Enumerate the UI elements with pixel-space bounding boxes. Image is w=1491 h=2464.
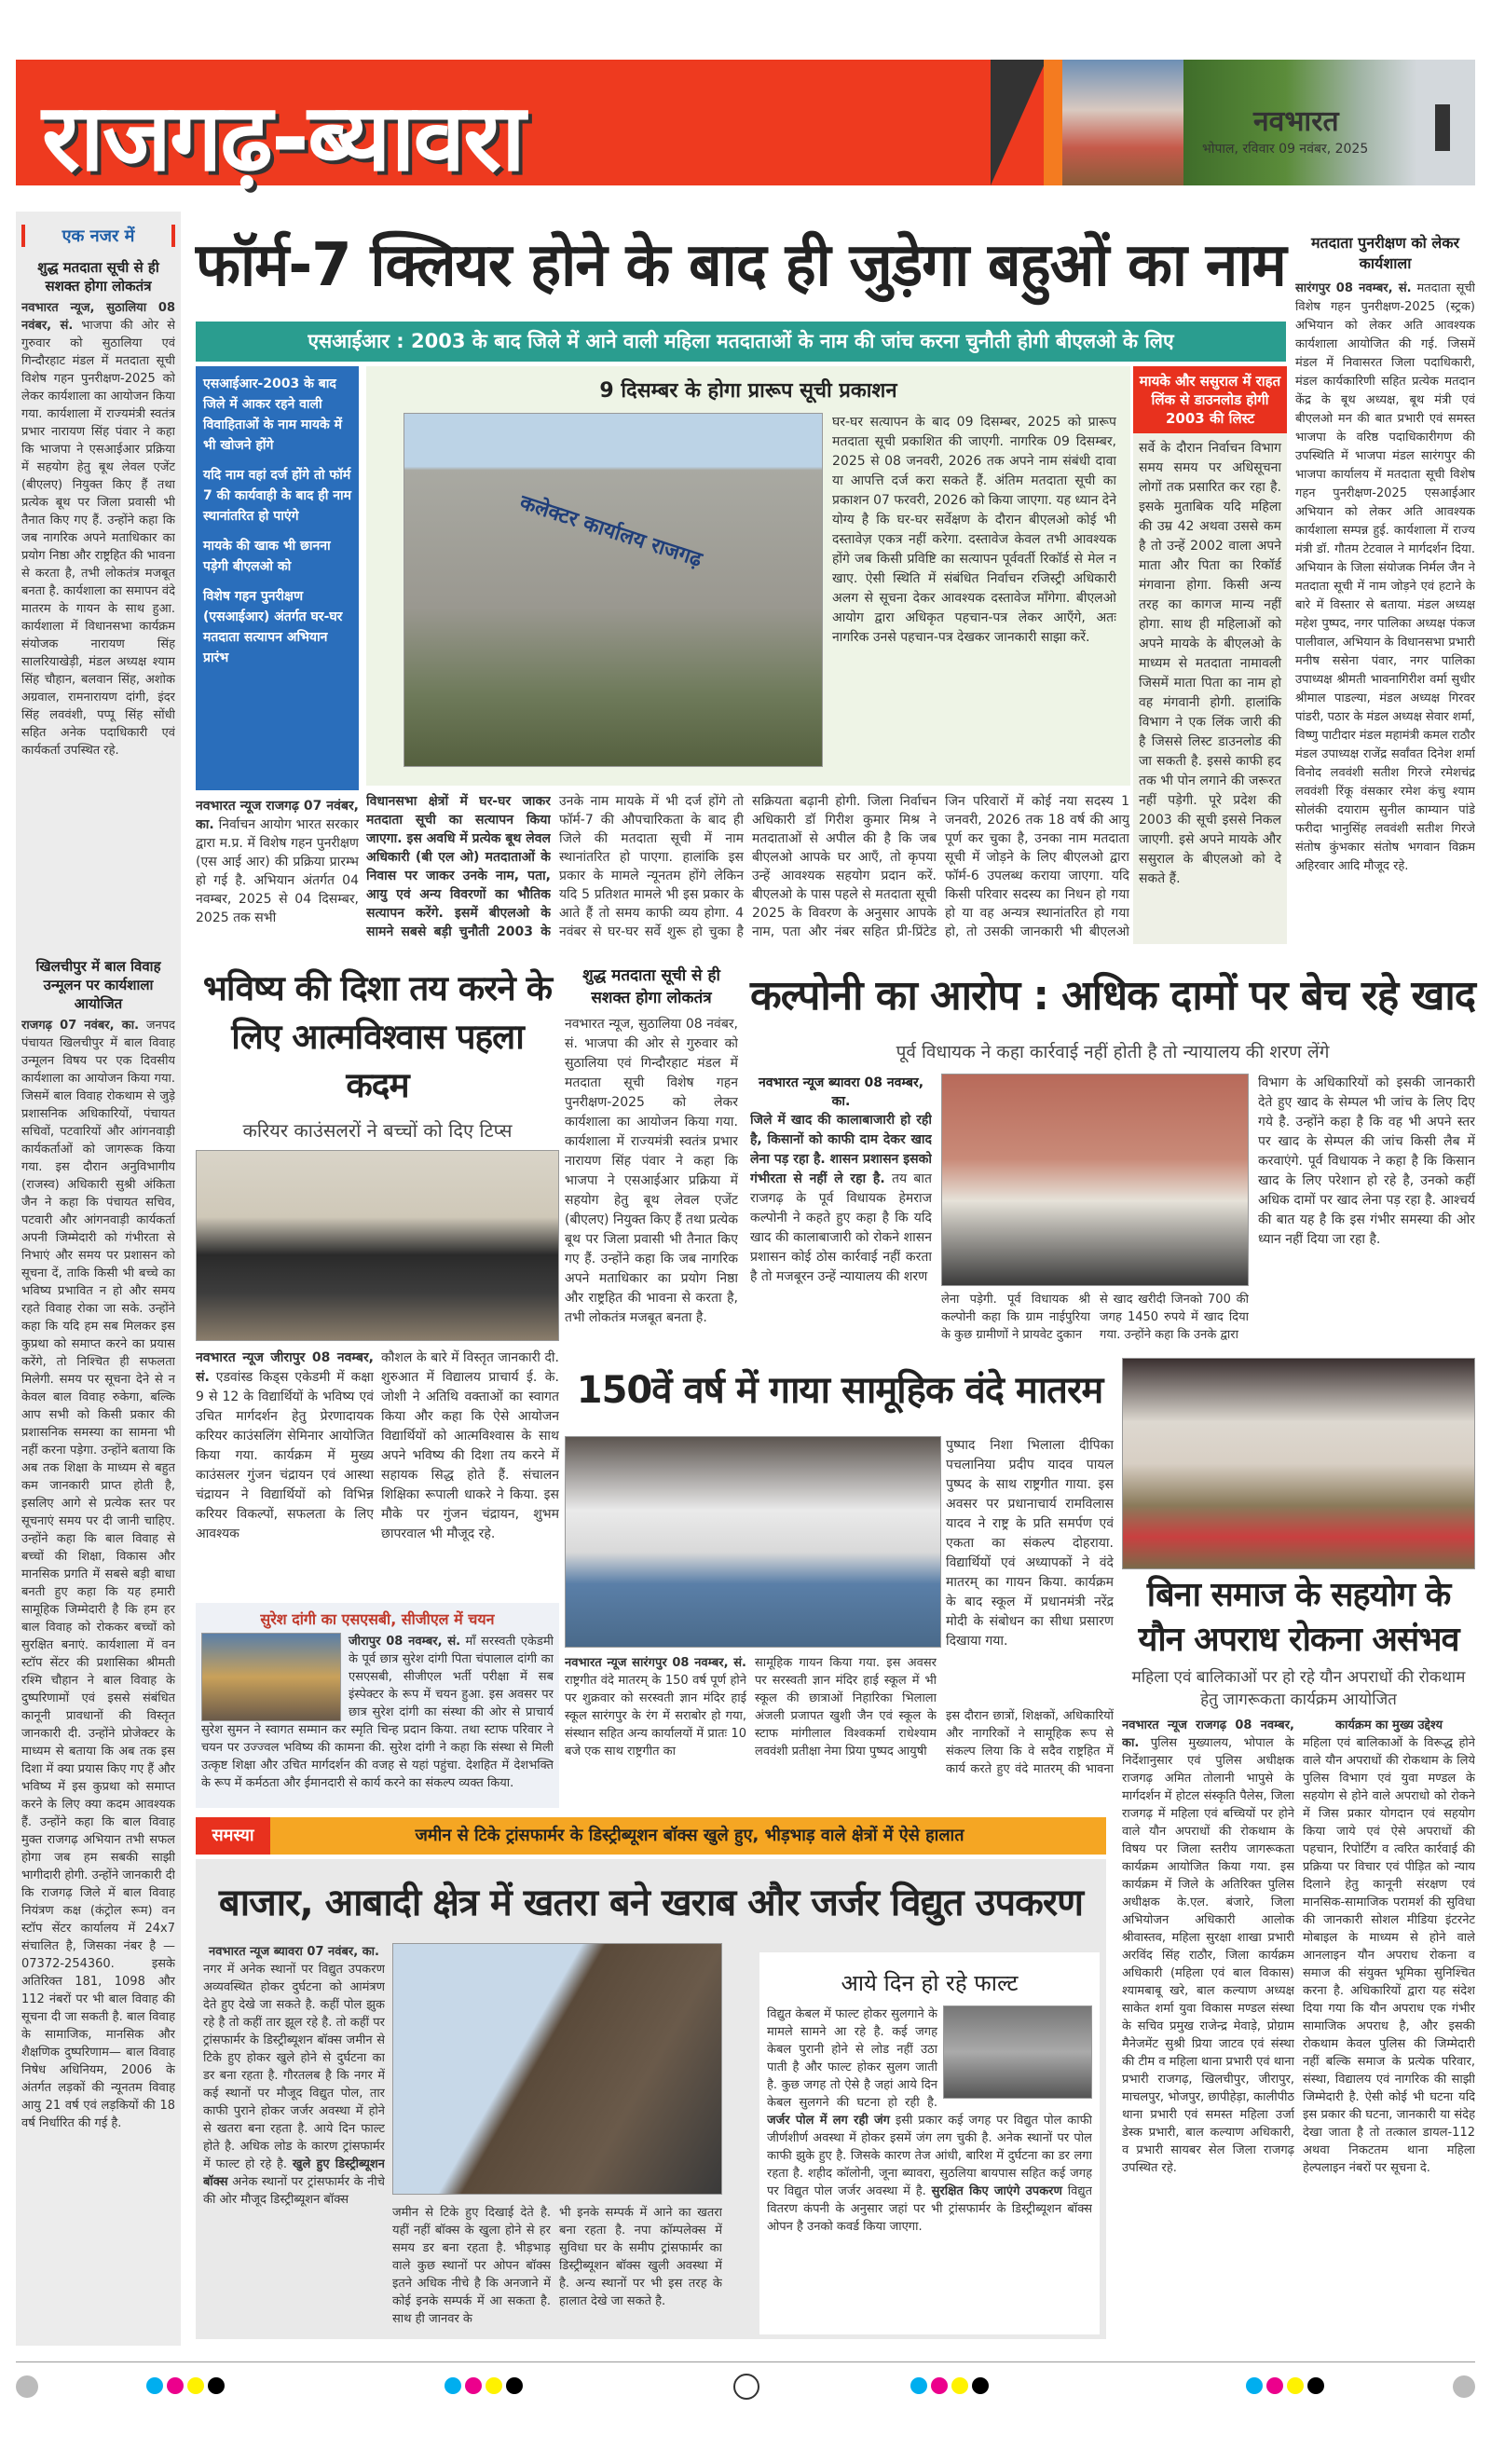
- lead-subhead: एसआईआर : 2003 के बाद जिले में आने वाली महिला मतदाताओं के नाम की जांच करना चुनौती होगी बीएलओ के लिए: [308, 330, 1174, 352]
- highlights-box: [196, 366, 359, 790]
- vande-col3: इस दौरान छात्रों, शिक्षकों, अधिकारियों और नागरिकों ने सामूहिक रूप से संकल्प लिया कि वे सदैव राष्ट्रहित में कार्य करते हुए वंदे मातरम् की भावना: [946, 1709, 1114, 1776]
- fertilizer-photo-caption: लेना पड़ेगी. पूर्व विधायक श्री कल्पोनी कहा कि ग्राम नाईपुरिया के कुछ ग्रामीणों ने प्रायवेट दुकान: [941, 1293, 1090, 1342]
- dangi-photo: [201, 1633, 341, 1721]
- photo-box-title: 9 दिसम्बर के होगा प्रारूप सूची प्रकाशन: [599, 379, 897, 403]
- masthead-photo-temple: [1062, 60, 1183, 185]
- vande-text: राष्ट्रगीत वंदे मातरम् के 150 वर्ष पूर्ण होने पर शुक्रवार को सरस्वती ज्ञान मंदिर हाई स्कूल सारंगपुर के रंग में सराबोर हो गया, संस्थान सहित अन्य कार्यालयों में प्रातः 10 बजे एक साथ राष्ट्रगीत का: [565, 1674, 746, 1759]
- electric-sub: खुले हुए डिस्ट्रीब्यूशन बॉक्स: [203, 2157, 385, 2189]
- right-column-body: [1295, 280, 1475, 941]
- fault-text-2: इसी प्रकार कई जगह पर विद्युत पोल काफी जीर्णशीर्ण अवस्था में होकर इसमें जंग लग चुकी है. अनेक स्थानों पर पोल काफी झुके हुए है. जिसके कारण तेज आंधी, बारिश में दुर्घटना का डर लगा रहता है. शहीद कॉलोनी, जूना ब्यावरा, सुठलिया बायपास सहित कई जगह पर विद्युत पोल जर्जर अवस्था में है.: [767, 2114, 1092, 2198]
- right-column-dateline: सारंगपुर 08 नवम्बर, सं.: [1295, 281, 1412, 295]
- crime-col2-title: कार्यक्रम का मुख्य उद्देश्य: [1335, 1718, 1443, 1732]
- electric-headline: बाजार, आबादी क्षेत्र में खतरा बने खराब और जर्जर विद्युत उपकरण: [218, 1882, 1084, 1924]
- dangi-headline: सुरेश दांगी का एसएसबी, सीजीएल में चयन: [260, 1610, 495, 1628]
- fault-photo: [943, 2005, 1092, 2099]
- brand-block: [1435, 104, 1450, 151]
- vande-col1: [565, 1654, 746, 1778]
- career-col2: कौशल के बारे में विस्तृत जानकारी दी. शुरुआत में विद्यालय प्राचार्य ई. के. जोशी ने अतिथि वक्ताओं का स्वागत किया और कहा कि ऐसे आयोजन विद्यार्थियों को आत्मविश्वास के साथ अपने भविष्य की दिशा तय करने में सहायक सिद्ध होते हैं. संचालन शिक्षिका रूपाली धाकरे ने किया. इस मौके पर गुंजन चंद्रायन, शुभम छापरवाल भी मौजूद रहे.: [381, 1350, 559, 1541]
- right-column-title: मतदाता पुनरीक्षण को लेकर कार्यशाला: [1310, 234, 1460, 272]
- career-subhead: करियर काउंसलरों ने बच्चों को दिए टिप्स: [242, 1119, 513, 1142]
- highlight-item: एसआईआर-2003 के बाद जिले में आकर रहने वाली विवाहिताओं के नाम मायके में भी खोजने होंगे: [203, 376, 343, 453]
- vande-headline: 150वें वर्ष में गाया सामूहिक वंदे मातरम: [576, 1369, 1103, 1412]
- lead-column: जिन परिवारों में कोई नया सदस्य 1 जनवरी, 2026 तक 18 वर्ष की आयु पूर्ण कर चुका है, उनका नाम मतदाता सूची में जोड़ने के लिए बीएलओ द्वारा फॉर्म-6 उपलब्ध कराया जाएगा. यदि किसी परिवार सदस्य का निधन हो गया हो या वह अन्यत्र स्थानांतरित हो गया हो, तो उसकी जानकारी भी बीएलओ: [945, 794, 1129, 939]
- career-text: एडवांस्ड किड्स एकेडमी में कक्षा 9 से 12 के विद्यार्थियों के भविष्य एवं उचित मार्गदर्शन हेतु प्रेरणादायक करियर काउंसलिंग सेमिनार आयोजित किया गया. कार्यक्रम में मुख्य काउंसलर गुंजन चंद्रायन एवं आस्था चंद्रायन ने विद्यार्थियों को विभिन्न करियर विकल्पों, सफलता के लिए आवश्यक: [196, 1370, 374, 1541]
- red-box-text: सर्वे के दौरान निर्वाचन विभाग समय समय पर अधिसूचना लोगों तक प्रसारित कर रहा है. इसके मुताबिक यदि महिला की उम्र 42 अथवा उससे कम है तो उन्हें 2002 वाला अपने माता और पिता का रिकॉर्ड मंगवाना होगा. किसी अन्य तरह का कागज मान्य नहीं होगा. साथ ही महिलाओं को अपने मायके के बीएलओ के माध्यम से मतदाता नामावली जिसमें माता पिता का नाम हो वह मंगवानी होगी. हालांकि विभाग ने एक लिंक जारी की है जिससे लिस्ट डाउनलोड की जा सकती है. इससे काफी हद तक भी पोन लगाने की जरूरत नहीं पड़ेगी. पूरे प्रदेश की 2003 की सूची इससे निकल जाएगी. इसे अपने मायके और ससुराल के बीएलओ को दे सकते हैं.: [1139, 441, 1281, 886]
- fertilizer-dateline: नवभारत न्यूज ब्यावरा 08 नवम्बर, का.: [758, 1075, 924, 1109]
- photo-signage: कलेक्टर कार्यालय राजगढ़: [516, 491, 705, 572]
- left-story-body: भाजपा की ओर से गुरुवार को सुठालिया एवं गिन्दौरहाट मंडल में मतदाता सूची विशेष गहन पुनरीक्षण-2025 को लेकर कार्यशाला का आयोजन किया गया. कार्यशाला में राज्यमंत्री स्वतंत्र प्रभार नारायण सिंह पंवार ने कहा कि भाजपा ने एसआईआर प्रक्रिया में सहयोग हेतु बूथ लेवल एजेंट (बीएलए) नियुक्त किए हैं तथा प्रत्येक बूथ पर जिला प्रवासी भी तैनात किए गए हैं. उन्होंने कहा कि जब नागरिक अपने मताधिकार का प्रयोग निष्ठा और राष्ट्रहित की भावना से करता है, तभी लोकतंत्र मजबूत बनता है. कार्यशाला का समापन वंदे मातरम के गायन के साथ हुआ. कार्यशाला में विधानसभा कार्यक्रम संयोजक नारायण सिंह सालरियाखेड़ी, मंडल अध्यक्ष श्याम सिंह चौहान, बलवान सिंह, अशोक अग्रवाल, रामनारायण दांगी, इंदर सिंह लववंशी, पप्पू सिंह सोंधी सहित अनेक पदाधिकारी एवं कार्यकर्ता उपस्थित रहे.: [21, 319, 175, 758]
- right-column-text: मतदाता सूची विशेष गहन पुनरीक्षण-2025 (स्ट्रक) अभियान को लेकर अति आवश्यक कार्यशाला आयोजित की गई. जिसमें मंडल में निवासरत जिला पदाधिकारी, मंडल कार्यकारिणी सहित प्रत्येक मतदान केंद्र के बूथ अध्यक्ष, बूथ मंत्री एवं बीएलओ मन की बात प्रभारी एवं समस्त भाजपा के वरिष्ठ पदाधिकारीगण की उपस्थिति में भाजपा मंडल सारंगपुर की भाजपा कार्यालय में मतदाता सूची विशेष गहन पुनरीक्षण-2025 एसआईआर अभियान को लेकर अति आवश्यक कार्यशाला सम्पन्न हुई. कार्यशाला में राज्य मंत्री डॉ. गौतम टेटवाल ने मार्गदर्शन दिया. अभियान के जिला संयोजक निर्मल जैन ने मतदाता सूची में नाम जोड़ने एवं हटाने के बारे में विस्तार से बताया. मंडल अध्यक्ष महेश पुष्पद, नगर पालिका अध्यक्ष पंकज पालीवाल, अभियान के विधानसभा प्रभारी मनीष ससेना पंवार, नगर पालिका उपाध्यक्ष श्रीमती भावनागिरीश वर्मा सुधीर श्रीमाल पाडल्या, मंडल अध्यक्ष गिरवर पांडरी, पठार के मंडल अध्यक्ष सेवार शर्मा, विष्णु पाटीदार मंडल महामंत्री कमल राठौर मंडल उपाध्यक्ष राजेंद्र सर्वांवत दिनेश शर्मा विनोद लववंशी सतीश गिरजे रमेशचंद्र लववंशी रिंकू वंसकार रमेश कंचु श्याम सोलंकी दयाराम सुनील काम्यान पांडे फरीदा भानुसिंह लववंशी सतीश गिरजे संतोष कुंभकार संतोष भगवान विक्रम अहिरवार आदि मौजूद रहे.: [1295, 281, 1475, 873]
- crime-photo: [1122, 1358, 1475, 1569]
- right-column: [1295, 233, 1475, 941]
- lead-dateline: नवभारत न्यूज राजगढ़ 07 नवंबर, का.: [196, 799, 359, 832]
- fertilizer-headline: कल्पोनी का आरोप : अधिक दामों पर बेच रहे खाद: [750, 972, 1476, 1020]
- samasya-kicker: जमीन से टिके ट्रांसफार्मर के डिस्ट्रीब्यूशन बॉक्स खुले हुए, भीड़भाड़ वाले क्षेत्रों में ऐसे हालात: [415, 1826, 964, 1845]
- career-photo: [196, 1150, 559, 1341]
- highlight-item: विशेष गहन पुनरीक्षण (एसआईआर) अंतर्गत घर-घर मतदाता सत्यापन अभियान प्रारंभ: [203, 589, 343, 665]
- masthead-orange-wedge: [1044, 60, 1062, 185]
- lead-subhead-bar: [196, 322, 1286, 362]
- vande-side: पुष्पाद निशा भिलाला दीपिका पचलानिया प्रदीप यादव पायल पुष्पद के साथ राष्ट्रगीत गाया. इस अवसर पर प्रधानाचार्य रामविलास यादव ने राष्ट्र के प्रति समर्पण एवं एकता का संकल्प दोहराया. विद्यार्थियों एवं अध्यापकों ने वंदे मातरम् का गायन किया. कार्यक्रम के बाद स्कूल में प्रधानमंत्री नरेंद्र मोदी के संबोधन का सीधा प्रसारण दिखाया गया.: [946, 1438, 1114, 1649]
- left-story2-title: खिलचीपुर में बाल विवाह उन्मूलन पर कार्यशाला आयोजित: [35, 958, 161, 1012]
- lead-column: विधानसभा क्षेत्रों में घर-घर जाकर मतदाता सूची का सत्यापन किया जाएगा. इस अवधि में प्रत्येक बूथ लेवल अधिकारी (बी एल ओ) मतदाताओं के निवास पर जाकर उनके नाम, पता, आयु एवं अन्य विवरणों का भौतिक सत्यापन करेंगे. इसमें बीएलओ के सामने सबसे बड़ी चुनौती 2003 के: [366, 794, 551, 939]
- electric-col1: [203, 1943, 385, 2334]
- crime-dateline: नवभारत न्यूज राजगढ़ 08 नवम्बर, का.: [1122, 1718, 1294, 1750]
- career-dateline: नवभारत न्यूज जीरापुर 08 नवम्बर, सं.: [196, 1350, 374, 1385]
- crime-col2-text: महिला एवं बालिकाओं के विरूद्ध होने वाले यौन अपराधों की रोकथाम के लिये पुलिस विभाग एवं युवा मण्डल के सहयोग से होने वाले अपराधो को रोकने में जिस प्रकार योगदान एवं सहयोग किया जाये एवं ऐसे अपराधों की पहचान, रिपोर्टिंग व त्वरित कार्रवाई की प्रक्रिया पर विचार एवं पीड़ित को न्याय दिलाने हेतु कानूनी संरक्षण एवं मानसिक-सामाजिक परामर्श की सुविधा की जानकारी सोशल मीडिया इंटरनेट मोबाइल के माध्यम से होने वाले आनलाइन यौन अपराध रोकना व समाज की संयुक्त भूमिका सुनिश्चित करना है. अधिकारियों द्वारा यह संदेश दिया गया कि यौन अपराध एक गंभीर सामाजिक अपराध है, और इसकी रोकथाम केवल पुलिस की जिम्मेदारी नहीं बल्कि समाज के प्रत्येक परिवार, संस्था, विद्यालय एवं नागरिक की साझी जिम्मेदारी है. ऐसी कोई भी घटना यदि इस प्रकार की घटना, जानकारी या संदेह देखा जाता है तो तत्काल डायल-112 अथवा निकटतम थाना महिला हेल्पलाइन नंबरों पर सूचना दे.: [1303, 1736, 1475, 2175]
- highlight-item: यदि नाम वहां दर्ज होंगे तो फॉर्म 7 की कार्यवाही के बाद ही नाम स्थानांतरित हो पाएंगे: [203, 468, 351, 524]
- electric-text: नगर में अनेक स्थानों पर विद्युत उपकरण अव्यवस्थित होकर दुर्घटना को आमंत्रण देते हुए देखे जा सकते है. कहीं पोल झुक रहे है तो कहीं तार झूल रहे है. तो कहीं पर ट्रांसफार्मर के डिस्ट्रीब्यूशन बॉक्स जमीन से टिके हुए होकर खुले होने से दुर्घटना का डर बना रहता है. गौरतलब है कि नगर में कई स्थानों पर मौजूद विद्युत पोल, तार काफी पुराने होकर जर्जर अवस्था में होने से खतरा बना रहता है. आये दिन फाल्ट होते है. अधिक लोड के कारण ट्रांसफार्मर में फाल्ट हो रहे है.: [203, 1963, 385, 2171]
- photo-box-text: घर-घर सत्यापन के बाद 09 दिसम्बर, 2025 को प्रारूप मतदाता सूची प्रकाशित की जाएगी. नागरिक 09 दिसम्बर, 2025 से 08 जनवरी, 2026 तक अपने नाम संबंधी दावा या आपत्ति दर्ज करा सकते हैं. अंतिम मतदाता सूची का प्रकाशन 07 फरवरी, 2026 को किया जाएगा. यह ध्यान देने योग्य है कि घर-घर सर्वेक्षण के दौरान बीएलओ कोई भी दस्तावेज़ एकत्र नहीं करेगा. दस्तावेज केवल तभी आवश्यक होंगे जब किसी प्रविष्टि का सत्यापन पूर्ववर्ती रिकॉर्ड से मेल न खाए. ऐसी स्थिति में संबंधित निर्वाचन रजिस्ट्री अधिकारी अलग से सूचना देकर आवश्यक दस्तावेज माँगेगा. बीएलओ आयोग द्वारा अधिकृत पहचान-पत्र लेकर आएँगे, अतः नागरिक उनसे पहचान-पत्र देखकर जानकारी साझा करें.: [832, 415, 1116, 645]
- crime-text: पुलिस मुख्यालय, भोपाल के निर्देशानुसार एवं पुलिस अधीक्षक राजगढ़ अमित तोलानी भापुसे के मार्गदर्शन में होटल संस्कृति पैलेस, जिला राजगढ़ में महिला एवं बच्चियों पर होने वाले यौन अपराधों की रोकथाम के विषय पर जिला स्तरीय जागरूकता कार्यक्रम आयोजित किया गया. इस कार्यक्रम में जिले के अतिरिक्त पुलिस अधीक्षक के.एल. बंजारे, जिला अभियोजन अधिकारी आलोक श्रीवास्तव, महिला सुरक्षा शाखा प्रभारी अरविंद सिंह राठौर, जिला कार्यक्रम अधिकारी (महिला एवं बाल विकास) श्यामबाबू खरे, बाल कल्याण अध्यक्ष साकेत शर्मा युवा विकास मण्डल संस्था के सचिव प्रमुख राजेन्द्र मेवाड़े, प्रोग्राम मैनेजमेंट सुश्री प्रिया जाटव एवं संस्था की टीम व महिला थाना प्रभारी एवं थाना प्रभारी राजगढ़, खिलचीपुर, जीरापुर, माचलपुर, भोजपुर, छापीहेड़ा, कालीपीठ थाना प्रभारी एवं समस्त महिला उर्जा डेस्क प्रभारी, बाल कल्याण अधिकारी, व प्रभारी सायबर सेल जिला राजगढ़ उपस्थित रहे.: [1122, 1736, 1294, 2175]
- dangi-box: [196, 1603, 559, 1808]
- red-box: [1133, 366, 1287, 944]
- collectorate-photo: [404, 413, 823, 767]
- electric-text-b: अनेक स्थानों पर ट्रांसफार्मर के नीचे की ओर मौजूद डिस्ट्रीब्यूशन बॉक्स: [203, 2175, 385, 2207]
- crime-col2: [1303, 1717, 1475, 2341]
- section-title: राजगढ़-ब्यावरा: [42, 83, 524, 192]
- highlight-item: मायके की खाक भी छानना पड़ेगी बीएलओ को: [203, 539, 331, 574]
- registration-marks: [16, 2361, 1475, 2408]
- vande-col2: सामूहिक गायन किया गया. इस अवसर पर सरस्वती ज्ञान मंदिर हाई स्कूल में भी स्कूल की छात्राओं निहारिका भिलाला अंजली प्रजापत खुशी जैन एवं स्कूल के स्टाफ मांगीलाल विश्वकर्मा राधेश्याम लववंशी प्रतीक्षा नेमा प्रिया पुष्पद आयुषी: [755, 1656, 937, 1759]
- ek-nazar-label: एक नजर में: [21, 225, 175, 247]
- mid-story-body: नवभारत न्यूज, सुठालिया 08 नवंबर, सं. भाजपा की ओर से गुरुवार को सुठालिया एवं गिन्दौरहाट मंडल में मतदाता सूची विशेष गहन पुनरीक्षण-2025 को लेकर कार्यशाला का आयोजन किया गया. कार्यशाला में राज्यमंत्री स्वतंत्र प्रभार नारायण सिंह पंवार ने कहा कि भाजपा ने एसआईआर प्रक्रिया में सहयोग हेतु बूथ लेवल एजेंट (बीएलए) नियुक्त किए हैं तथा प्रत्येक बूथ पर जिला प्रवासी भी तैनात किए गए हैं. उन्होंने कहा कि जब नागरिक अपने मताधिकार का प्रयोग निष्ठा और राष्ट्रहित की भावना से करता है, तभी लोकतंत्र मजबूत बनता है.: [565, 1017, 738, 1325]
- samasya-tag: समस्या: [196, 1817, 270, 1855]
- lead-column: सक्रियता बढ़ानी होगी. जिला निर्वाचन अधिकारी डॉ गिरीश कुमार मिश्र ने मतदाताओं से अपील की है कि जब बीएलओ आपके घर आएँ, तो कृपया उन्हें आवश्यक सहयोग प्रदान करें. बीएलओ के पास पहले से मतदाता सूची 2025 के विवरण के अनुसार आपके नाम, पता और नंबर सहित प्री-प्रिंटेड: [752, 794, 937, 939]
- fertilizer-text: तय बात राजगढ़ के पूर्व विधायक हेमराज कल्पोनी ने कहते हुए कहा है कि यदि खाद की कालाबाजारी को रोकने शासन प्रशासन कोई ठोस कार्रवाई नहीं करता है तो मजबूरन उन्हें न्यायालय की शरण: [750, 1171, 932, 1284]
- fault-box-title: आये दिन हो रहे फाल्ट: [841, 1970, 1019, 1996]
- lead-headline: फॉर्म-7 क्लियर होने के बाद ही जुड़ेगा बहुओं का नाम: [196, 231, 1286, 300]
- electric-photo: [392, 1943, 722, 2195]
- red-box-title: मायके और ससुराल में राहत लिंक से डाउनलोड होगी 2003 की लिस्ट: [1133, 366, 1287, 433]
- fertilizer-col3: विभाग के अधिकारियों को इसकी जानकारी देते हुए खाद के सेम्पल भी जांच के लिए दिए गये है. उन्होंने कहा है कि वह भी अपने स्तर पर खाद के सेम्पल की जांच किसी लैब में करवाएंगे. पूर्व विधायक ने कहा है कि किसान खाद के लिए परेशान हो रहे है, उनको कहीं अधिक दामों पर खाद लेना पड़ रहा है. आश्चर्य की बात यह है कि इस गंभीर समस्या की ओर ध्यान नहीं दिया जा रहा है.: [1258, 1075, 1475, 1247]
- fertilizer-subhead: पूर्व विधायक ने कहा कार्रवाई नहीं होती है तो न्यायालय की शरण लेंगे: [896, 1042, 1330, 1062]
- electric-dateline: नवभारत न्यूज ब्यावरा 07 नवंबर, का.: [208, 1945, 379, 1959]
- career-section: [196, 965, 559, 1808]
- fault-sub: जर्जर पोल में लग रही जंग: [767, 2114, 890, 2128]
- masthead-divider: [991, 60, 1046, 185]
- fault-text-3: विद्युत वितरण कंपनी के अनुसार जहां पर भी ट्रांसफार्मर के डिस्ट्रीब्यूशन बॉक्स ओपन है उनको कवर्ड किया जाएगा.: [767, 2184, 1092, 2234]
- crime-subhead: महिला एवं बालिकाओं पर हो रहे यौन अपराधों की रोकथाम हेतु जागरूकता कार्यक्रम आयोजित: [1131, 1668, 1466, 1709]
- crime-col1: [1122, 1717, 1294, 2341]
- left-story-dateline: नवभारत न्यूज, सुठालिया 08 नवंबर, सं.: [21, 301, 175, 333]
- career-col1: [196, 1348, 374, 1597]
- fertilizer-photo: [941, 1074, 1249, 1286]
- brand-logo: नवभारत: [1253, 105, 1339, 138]
- crime-section: [1122, 1358, 1475, 2341]
- vande-photo: [565, 1436, 941, 1648]
- lead-intro-text: निर्वाचन आयोग भारत सरकार द्वारा म.प्र. में विशेष गहन पुनरीक्षण (एस आई आर) की प्रक्रिया प्रारम्भ हो गई है. अभियान अंतर्गत 04 नवम्बर, 2025 से 04 दिसम्बर, 2025 तक सभी: [196, 817, 359, 925]
- left-column: [16, 212, 181, 2346]
- dateline: भोपाल, रविवार 09 नवंबर, 2025: [1202, 142, 1369, 157]
- fertilizer-col1: [750, 1111, 932, 1339]
- photo-box: [366, 366, 1130, 786]
- left-story-title: शुद्ध मतदाता सूची से ही सशक्त होगा लोकतंत्र: [37, 259, 159, 294]
- career-headline: भविष्य की दिशा तय करने के लिए आत्मविश्वास पहला कदम: [202, 968, 553, 1105]
- mid-story-headline: शुद्ध मतदाता सूची से ही सशक्त होगा लोकतंत्र: [582, 966, 720, 1007]
- dangi-dateline: जीरापुर 08 नवम्बर, सं.: [349, 1635, 461, 1649]
- fault-text: विद्युत केबल में फाल्ट होकर सुलगाने के मामले सामने आ रहे है. कई जगह केबल पुरानी होने से लोड नहीं उठा पाती है और फाल्ट होकर सुलग जाती है. कुछ जगह तो ऐसे है जहां आये दिन केबल सुलगने की घटना हो रही है.: [767, 2007, 937, 2110]
- fertilizer-col1-wrap: [750, 1074, 932, 1339]
- left-story2-dateline: राजगढ़ 07 नवंबर, का.: [21, 1019, 140, 1033]
- crime-headline: बिना समाज के सहयोग के यौन अपराध रोकना असंभव: [1138, 1576, 1459, 1659]
- vande-dateline: नवभारत न्यूज सारंगपुर 08 नवम्बर, सं.: [565, 1656, 746, 1670]
- fault-box: [759, 1952, 1100, 2334]
- lead-intro: [196, 797, 359, 946]
- electric-col3: भी इनके सम्पर्क में आने का खतरा बना रहता है. नपा कॉम्पलेक्स में सुविधा घर के समीप ट्रांसफार्मर का डिस्ट्रीब्यूशन बॉक्स खुली अवस्था में है. अन्य स्थानों पर भी इस तरह के हालात देखे जा सकते है.: [559, 2206, 722, 2308]
- fault-sub-2: सुरक्षित किए जाएंगे उपकरण: [931, 2184, 1062, 2198]
- electric-col2: जमीन से टिके हुए दिखाई देते है. यहीं नहीं बॉक्स के खुला होने से हर समय डर बना रहता है. भीड़भाड़ वाले कुछ स्थानों पर ओपन बॉक्स इतने अधिक नीचे है कि अनजाने में कोई इनके सम्पर्क में आ सकता है. साथ ही जानवर के: [392, 2206, 551, 2326]
- fertilizer-lead: जिले में खाद की कालाबाजारी हो रही है, किसानों को काफी दाम देकर खाद लेना पड़ रहा है. शासन प्रशासन इसको गंभीरता से नहीं ले रहा है.: [750, 1113, 932, 1186]
- left-story2-body: जनपद पंचायत खिलचीपुर में बाल विवाह उन्मूलन विषय पर एक दिवसीय कार्यशाला का आयोजन किया गया. जिसमें बाल विवाह रोकथाम से जुड़े प्रशासनिक अधिकारियों, पंचायत सचिवों, पटवारियों और आंगनवाड़ी कार्यकर्ताओं को जागरूक किया गया. इस दौरान अनुविभागीय (राजस्व) अधिकारी सुश्री अंकिता जैन ने कहा कि पंचायत सचिव, पटवारी और आंगनवाड़ी कार्यकर्ता अपनी जिम्मेदारी को गंभीरता से निभाएं और समय पर प्रशासन को सूचना दें, ताकि किसी भी बच्चे का भविष्य प्रभावित न हो और समय रहते विवाह रोका जा सके. उन्होंने कहा कि यदि हम सब मिलकर इस कुप्रथा को समाप्त करने का प्रयास करेंगे, तो निश्चित ही सफलता मिलेगी. समय पर सूचना देने से न केवल बाल विवाह रुकेगा, बल्कि आप सभी को किसी प्रकार की प्रशासनिक समस्या का सामना भी नहीं करना पड़ेगा. उन्होंने बताया कि अब तक शिक्षा के माध्यम से बहुत कम जानकारी प्राप्त होती है, इसलिए आगे से प्रत्येक स्तर पर सूचनाएं समय पर दी जानी चाहिए. उन्होंने कहा कि बाल विवाह से बच्चों की शिक्षा, विकास और मानसिक प्रगति में सबसे बड़ी बाधा बनती हुए कहा कि यह हमारी सामूहिक जिम्मेदारी है कि हम हर बाल विवाह को रोककर बच्चों को सुरक्षित बनाएं. कार्यशाला में वन स्टॉप सेंटर की प्रशासिका श्रीमती रश्मि चौहान ने बाल विवाह के दुष्परिणामों एवं इससे संबंधित कानूनी प्रावधानों की विस्तृत जानकारी दी. उन्होंने प्रोजेक्टर के माध्यम से बताया कि अब तक इस दिशा में क्या प्रयास किए गए हैं और भविष्य में इस कुप्रथा को समाप्त करने के लिए क्या कदम आवश्यक हैं. उन्होंने कहा कि बाल विवाह मुक्त राजगढ़ अभियान तभी सफल होगा जब हम सबकी साझी भागीदारी होगी. उन्होंने जानकारी दी कि राजगढ़ जिले में बाल विवाह नियंत्रण कक्ष (कंट्रोल रूम) वन स्टॉप सेंटर कार्यालय में 24x7 संचालित है, जिसका नंबर है — 07372-254360. इसके अतिरिक्त 181, 1098 और 112 नंबरों पर भी बाल विवाह की सूचना दी जा सकती है. बाल विवाह के सामाजिक, मानसिक और शैक्षणिक दुष्परिणाम— बाल विवाह निषेध अधिनियम, 2006 के अंतर्गत लड़कों की न्यूनतम विवाह आयु 21 वर्ष एवं लड़कियों की 18 वर्ष निर्धारित की गई है.: [21, 1019, 175, 2130]
- dangi-text: माँ सरस्वती एकेडमी के पूर्व छात्र सुरेश दांगी पिता चंपालाल दांगी का एसएसबी, सीजीएल भर्ती परीक्षा में सब इंस्पेक्टर के रूप में चयन हुआ. इस अवसर पर छात्र सुरेश दांगी का संस्था की ओर से प्राचार्य सुरेश सुमन ने स्वागत सम्मान कर स्मृति चिन्ह प्रदान किया. तथा स्टाफ परिवार ने चयन पर उज्ज्वल भविष्य की कामना की. सुरेश दांगी ने कहा कि संस्था से मिली उत्कृष्ट शिक्षा और उचित मार्गदर्शन की वजह से यहां पहुंचा. देशहित में देशभक्ति के रूप में कर्मठता और ईमानदारी से कार्य करने का संकल्प व्यक्त किया.: [201, 1635, 554, 1790]
- fertilizer-photo-caption2: से खाद खरीदी जिनको 700 की जगह 1450 रुपये में खाद दिया गया. उन्होंने कहा कि उनके द्वारा: [1100, 1293, 1249, 1342]
- lead-column: उनके नाम मायके में भी दर्ज होंगे तो फॉर्म-7 की औपचारिकता के बाद ही जिले की मतदाता सूची में नाम स्थानांतरित हो पाएगा. हालांकि इस प्रकार के मामले न्यूनतम होंगे लेकिन यदि 5 प्रतिशत मामले भी इस प्रकार के आते हैं तो समय काफी व्यय होगा. 4 नवंबर से घर-घर सर्वे शुरू हो चुका है: [559, 794, 744, 939]
- mid-story: [565, 965, 738, 1337]
